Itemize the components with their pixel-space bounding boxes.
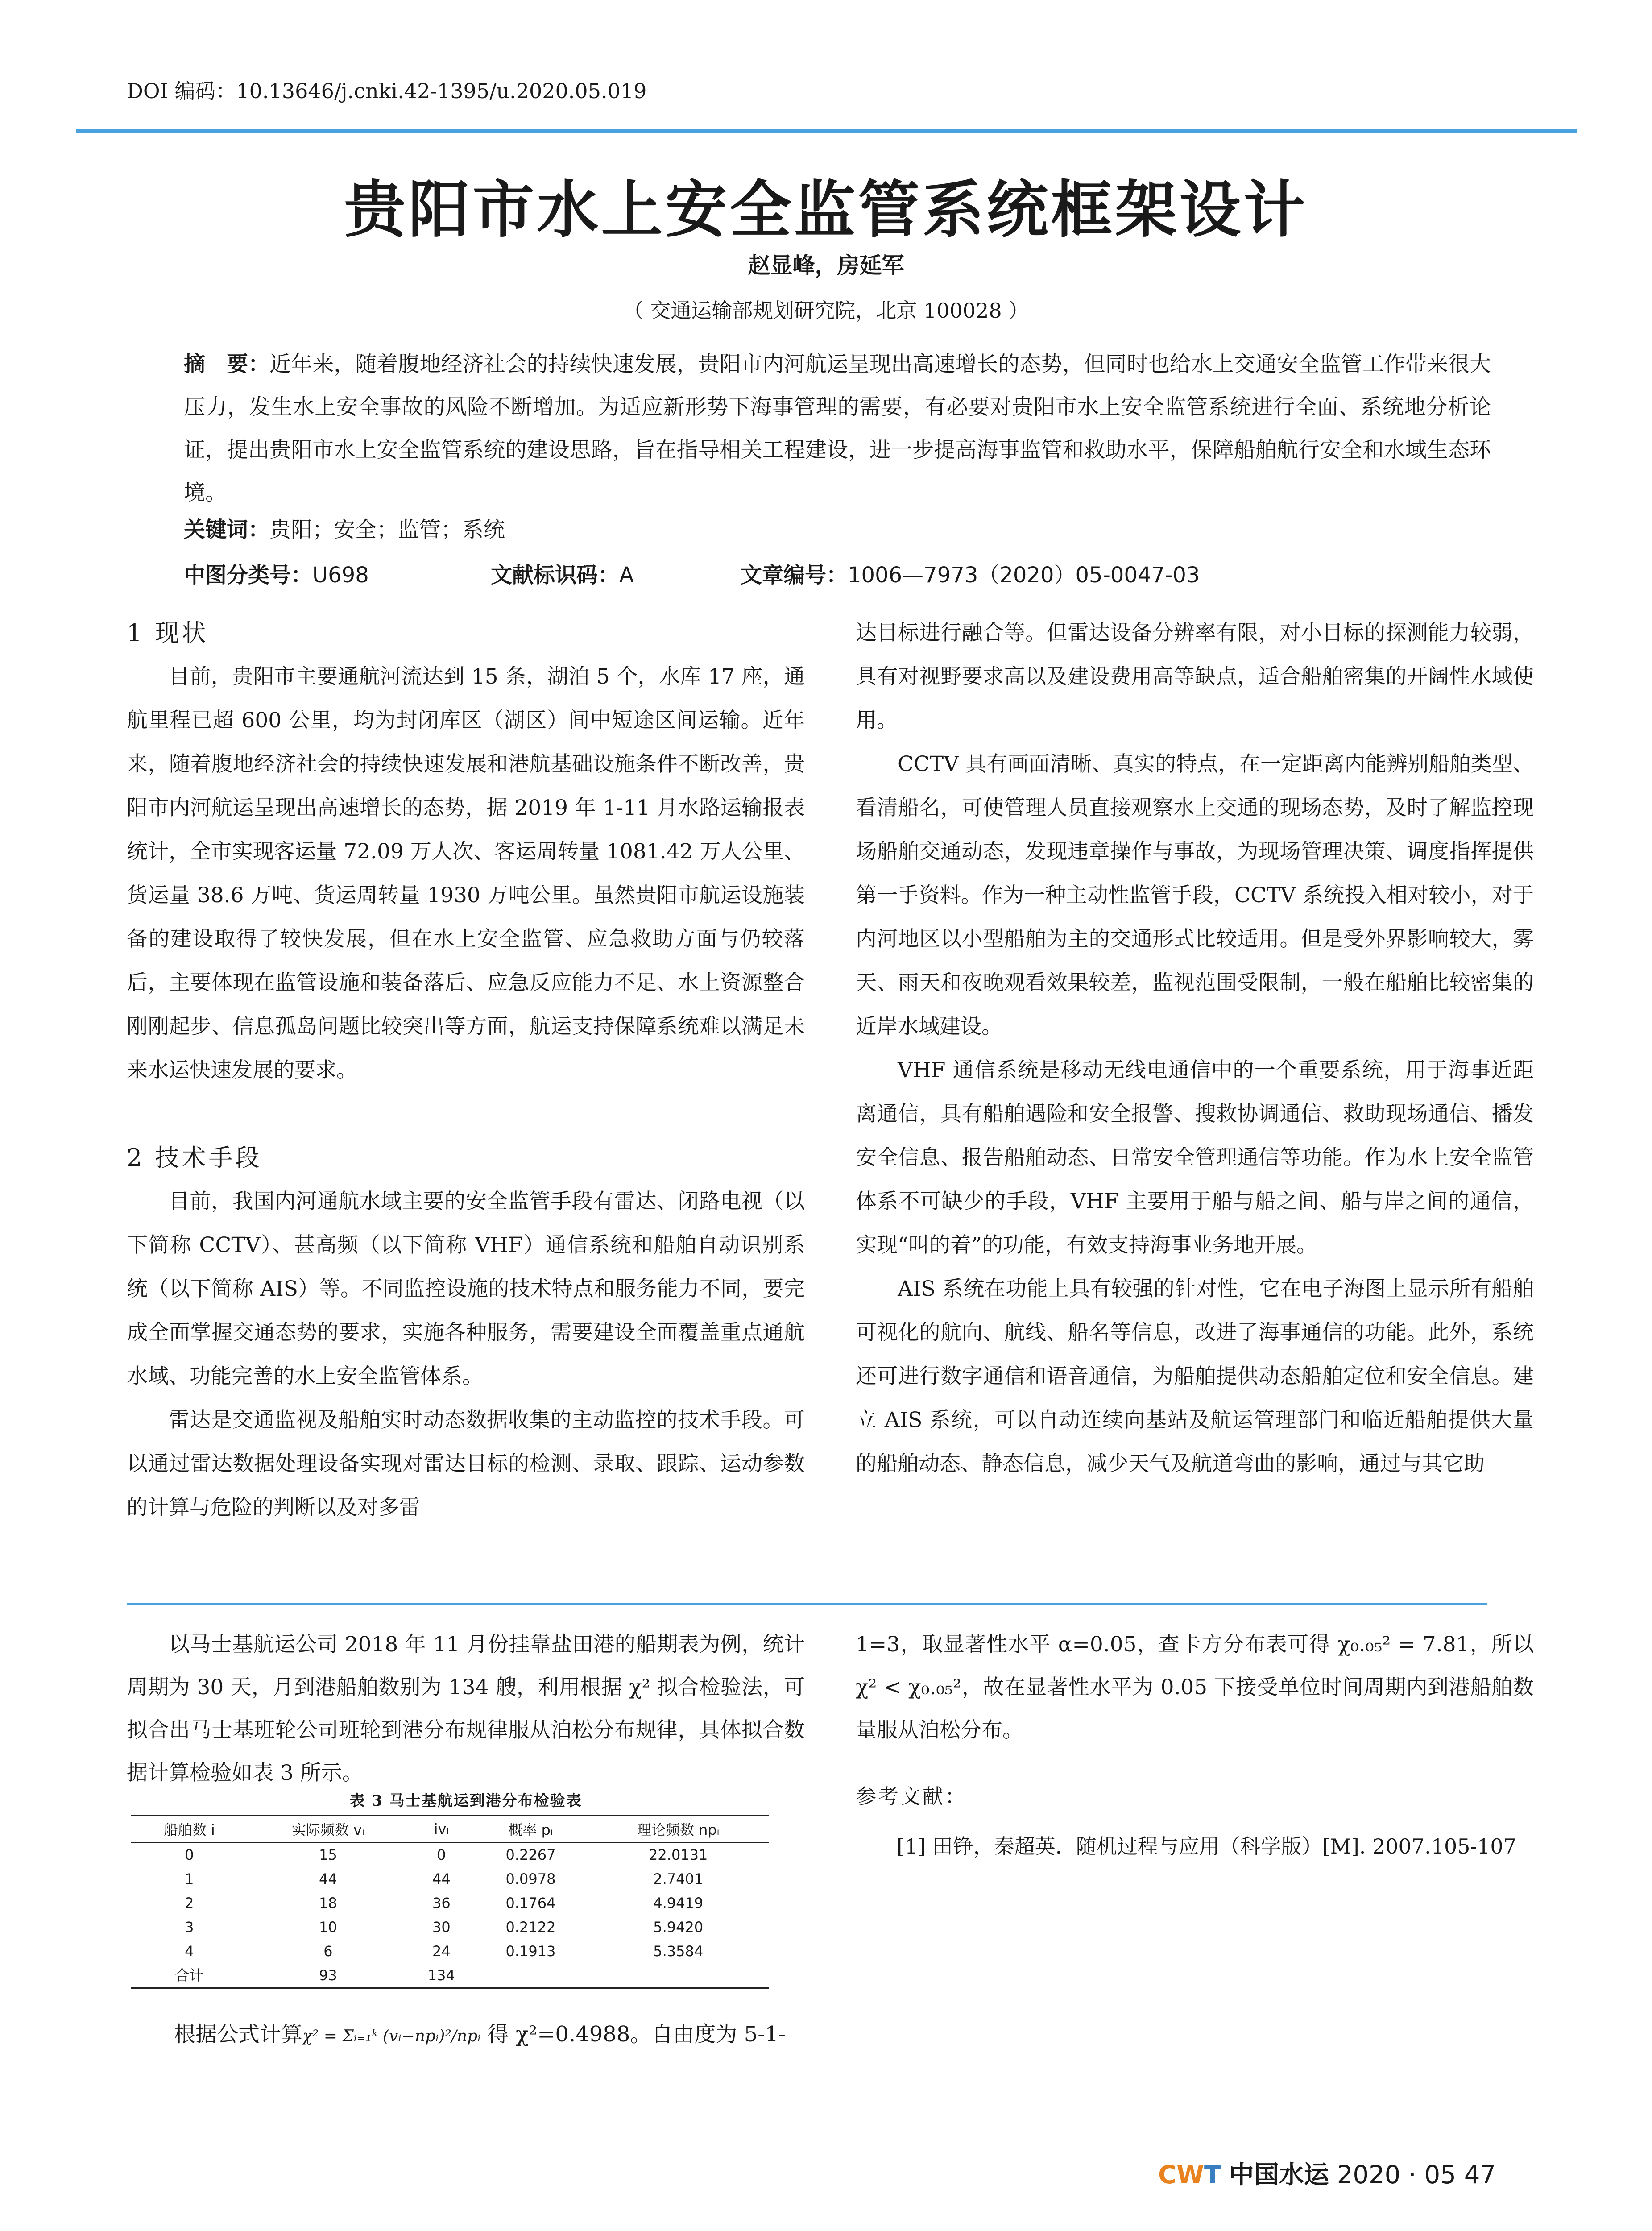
paragraph: 以马士基航运公司 2018 年 11 月份挂靠盐田港的船期表为例，统计周期为 30 天，月到港船舶数别为 134 艘，利用根据 χ² 拟合检验法，可拟合出马士基班轮公司班轮到港分布规律服从泊松分布规律，具体拟合数据计算检验如表 3 所示。	[127, 1632, 805, 1785]
table-cell: 1	[185, 1870, 194, 1887]
lower-right-column	[856, 1623, 1534, 1752]
logo-t: T	[1204, 2161, 1221, 2190]
logo-cw: CW	[1158, 2161, 1204, 2190]
table-cell	[587, 1963, 769, 1988]
right-column	[856, 611, 1534, 1486]
table-cell: 134	[409, 1963, 474, 1988]
formula-prefix: 根据公式计算	[174, 2022, 303, 2047]
abstract-label: 摘 要：	[184, 352, 270, 377]
art-label: 文章编号：	[741, 563, 848, 588]
table-caption: 表 3 马士基航运到港分布检验表	[349, 1792, 582, 1810]
table-row	[131, 1939, 769, 1963]
lower-left-column	[127, 1623, 805, 1795]
paragraph: 雷达是交通监视及船舶实时动态数据收集的主动监控的技术手段。可以通过雷达数据处理设备实现对雷达目标的检测、录取、跟踪、运动参数的计算与危险的判断以及对多雷	[127, 1408, 805, 1520]
left-column	[127, 611, 805, 1530]
table-cell: 30	[432, 1919, 451, 1936]
doc-value: A	[619, 563, 634, 588]
doi-line: DOI 编码：10.13646/j.cnki.42-1395/u.2020.05.019	[127, 79, 647, 103]
table-header-cell: 实际频数 vᵢ	[248, 1816, 409, 1843]
affiliation: （ 交通运输部规划研究院，北京 100028 ）	[623, 299, 1029, 323]
table-cell: 36	[432, 1895, 451, 1912]
paragraph: VHF 通信系统是移动无线电通信中的一个重要系统，用于海事近距离通信，具有船舶遇险和安全报警、搜救协调通信、救助现场通信、播发安全信息、报告船舶动态、日常安全管理通信等功能。作为水上安全监管体系不可缺少的手段，VHF 主要用于船与船之间、船与岸之间的通信，实现“叫的着”的功能，有效支持海事业务地开展。	[856, 1058, 1534, 1257]
table-cell: 6	[323, 1943, 333, 1960]
abstract-text: 近年来，随着腹地经济社会的持续快速发展，贵阳市内河航运呈现出高速增长的态势，但同时也给水上交通安全监管工作带来很大压力，发生水上安全事故的风险不断增加。为适应新形势下海事管理的需要，有必要对贵阳市水上安全监管系统进行全面、系统地分析论证，提出贵阳市水上安全监管系统的建设思路，旨在指导相关工程建设，进一步提高海事监管和救助水平，保障船舶航行安全和水域生态环境。	[184, 352, 1491, 505]
table-header-row	[131, 1816, 769, 1843]
magazine-name: 中国水运	[1229, 2160, 1329, 2190]
table-cell: 5.9420	[653, 1919, 704, 1936]
paper-title: 贵阳市水上安全监管系统框架设计	[344, 173, 1308, 246]
journal-logo	[1158, 2161, 1221, 2190]
table-cell: 0.1764	[505, 1895, 556, 1912]
table-cell	[474, 1963, 587, 1988]
paragraph: 达目标进行融合等。但雷达设备分辨率有限，对小目标的探测能力较弱，具有对视野要求高以及建设费用高等缺点，适合船舶密集的开阔性水域使用。	[856, 621, 1534, 733]
page-footer	[1158, 2155, 1496, 2191]
paragraph: CCTV 具有画面清晰、真实的特点，在一定距离内能辨别船舶类型、看清船名，可使管理人员直接观察水上交通的现场态势，及时了解监控现场船舶交通动态，发现违章操作与事故，为现场管理决策、调度指挥提供第一手资料。作为一种主动性监管手段，CCTV 系统投入相对较小，对于内河地区以小型船舶为主的交通形式比较适用。但是受外界影响较大，雾天、雨天和夜晚观看效果较差，监视范围受限制，一般在船舶比较密集的近岸水域建设。	[856, 752, 1534, 1039]
keywords	[184, 512, 505, 543]
table-cell: 2.7401	[653, 1870, 704, 1887]
section-heading: 2 技术手段	[127, 1144, 262, 1172]
table-cell: 0.2122	[505, 1919, 556, 1936]
paragraph: 1=3，取显著性水平 α=0.05，查卡方分布表可得 χ₀.₀₅² = 7.81，所以 χ² < χ₀.₀₅²，故在显著性水平为 0.05 下接受单位时间周期内到港船舶数量服从泊松分布。	[856, 1632, 1534, 1742]
table-cell: 0	[185, 1846, 194, 1863]
table-cell: 22.0131	[649, 1846, 708, 1863]
table-body	[131, 1842, 769, 1988]
table-cell: 4	[185, 1943, 194, 1960]
formula-line	[174, 2017, 786, 2048]
keywords-label: 关键词：	[184, 517, 270, 542]
reference-1: [1] 田铮，秦超英．随机过程与应用（科学版）[M]. 2007.105-107	[897, 1834, 1516, 1858]
paragraph: 目前，我国内河通航水域主要的安全监管手段有雷达、闭路电视（以下简称 CCTV）、甚高频（以下简称 VHF）通信系统和船舶自动识别系统（以下简称 AIS）等。不同监控设施的技术特点和服务能力不同，要完成全面掌握交通态势的要求，实施各种服务，需要建设全面覆盖重点通航水域、功能完善的水上安全监管体系。	[127, 1189, 805, 1389]
chi-square-formula: χ² = Σᵢ₌₁ᵏ (vᵢ−npᵢ)²/npᵢ	[302, 2027, 481, 2045]
paragraph: AIS 系统在功能上具有较强的针对性，它在电子海图上显示所有船舶可视化的航向、航线、船名等信息，改进了海事通信的功能。此外，系统还可进行数字通信和语音通信，为船舶提供动态船舶定位和安全信息。建立 AIS 系统，可以自动连续向基站及航运管理部门和临近船舶提供大量的船舶动态、静态信息，减少天气及航道弯曲的影响，通过与其它助	[856, 1277, 1534, 1476]
clc-label: 中图分类号：	[184, 563, 313, 588]
section-heading: 1 现状	[127, 619, 209, 647]
formula-suffix: 得 χ²=0.4988。自由度为 5-1-	[480, 2022, 786, 2047]
table-cell: 合计	[131, 1963, 248, 1988]
table-cell: 44	[432, 1870, 451, 1887]
table-cell: 5.3584	[653, 1943, 704, 1960]
table-cell: 15	[319, 1846, 337, 1863]
keywords-text: 贵阳；安全；监管；系统	[269, 517, 505, 542]
issue: 2020 · 05	[1337, 2161, 1456, 2190]
table-cell: 93	[248, 1963, 409, 1988]
table-header-cell: ivᵢ	[409, 1816, 474, 1843]
page-number: 47	[1464, 2161, 1496, 2190]
table-cell: 10	[319, 1919, 337, 1936]
table-cell: 0.2267	[505, 1846, 556, 1863]
table-cell: 2	[185, 1895, 194, 1912]
art-value: 1006—7973（2020）05-0047-03	[848, 563, 1200, 588]
clc-number	[184, 558, 369, 589]
table-3	[127, 1788, 805, 1989]
doc-label: 文献标识码：	[491, 563, 620, 588]
table-header-cell: 概率 pᵢ	[474, 1816, 587, 1843]
document-code	[491, 558, 634, 589]
table-row	[131, 1842, 769, 1867]
table-row	[131, 1915, 769, 1939]
table-cell: 0.1913	[505, 1943, 556, 1960]
authors: 赵显峰，房延军	[748, 253, 904, 278]
table-cell: 4.9419	[653, 1895, 704, 1912]
table-row	[131, 1891, 769, 1915]
table-cell: 24	[432, 1943, 451, 1960]
article-number	[741, 558, 1200, 589]
table-row	[131, 1963, 769, 1988]
table-cell: 44	[319, 1870, 337, 1887]
table-cell: 0	[437, 1846, 446, 1863]
abstract	[184, 343, 1491, 514]
table-header-cell: 理论频数 npᵢ	[587, 1816, 769, 1843]
top-divider	[76, 129, 1577, 133]
table-row	[131, 1867, 769, 1891]
table-cell: 3	[185, 1919, 194, 1936]
references-heading: 参考文献：	[856, 1784, 967, 1808]
table-cell: 0.0978	[505, 1870, 556, 1887]
section-divider	[127, 1603, 1487, 1605]
data-table	[131, 1815, 769, 1989]
table-header-cell: 船舶数 i	[131, 1816, 248, 1843]
reference-item	[856, 1825, 1525, 1868]
clc-value: U698	[312, 563, 369, 588]
table-cell: 18	[319, 1895, 337, 1912]
paragraph: 目前，贵阳市主要通航河流达到 15 条，湖泊 5 个，水库 17 座，通航里程已超 600 公里，均为封闭库区（湖区）间中短途区间运输。近年来，随着腹地经济社会的持续快速发展和港航基础设施条件不断改善，贵阳市内河航运呈现出高速增长的态势，据 2019 年 1-11 月水路运输报表统计，全市实现客运量 72.09 万人次、客运周转量 1081.42 万人公里、货运量 38.6 万吨、货运周转量 1930 万吨公里。虽然贵阳市航运设施装备的建设取得了较快发展，但在水上安全监管、应急救助方面与仍较落后，主要体现在监管设施和装备落后、应急反应能力不足、水上资源整合刚刚起步、信息孤岛问题比较突出等方面，航运支持保障系统难以满足未来水运快速发展的要求。	[127, 664, 805, 1082]
